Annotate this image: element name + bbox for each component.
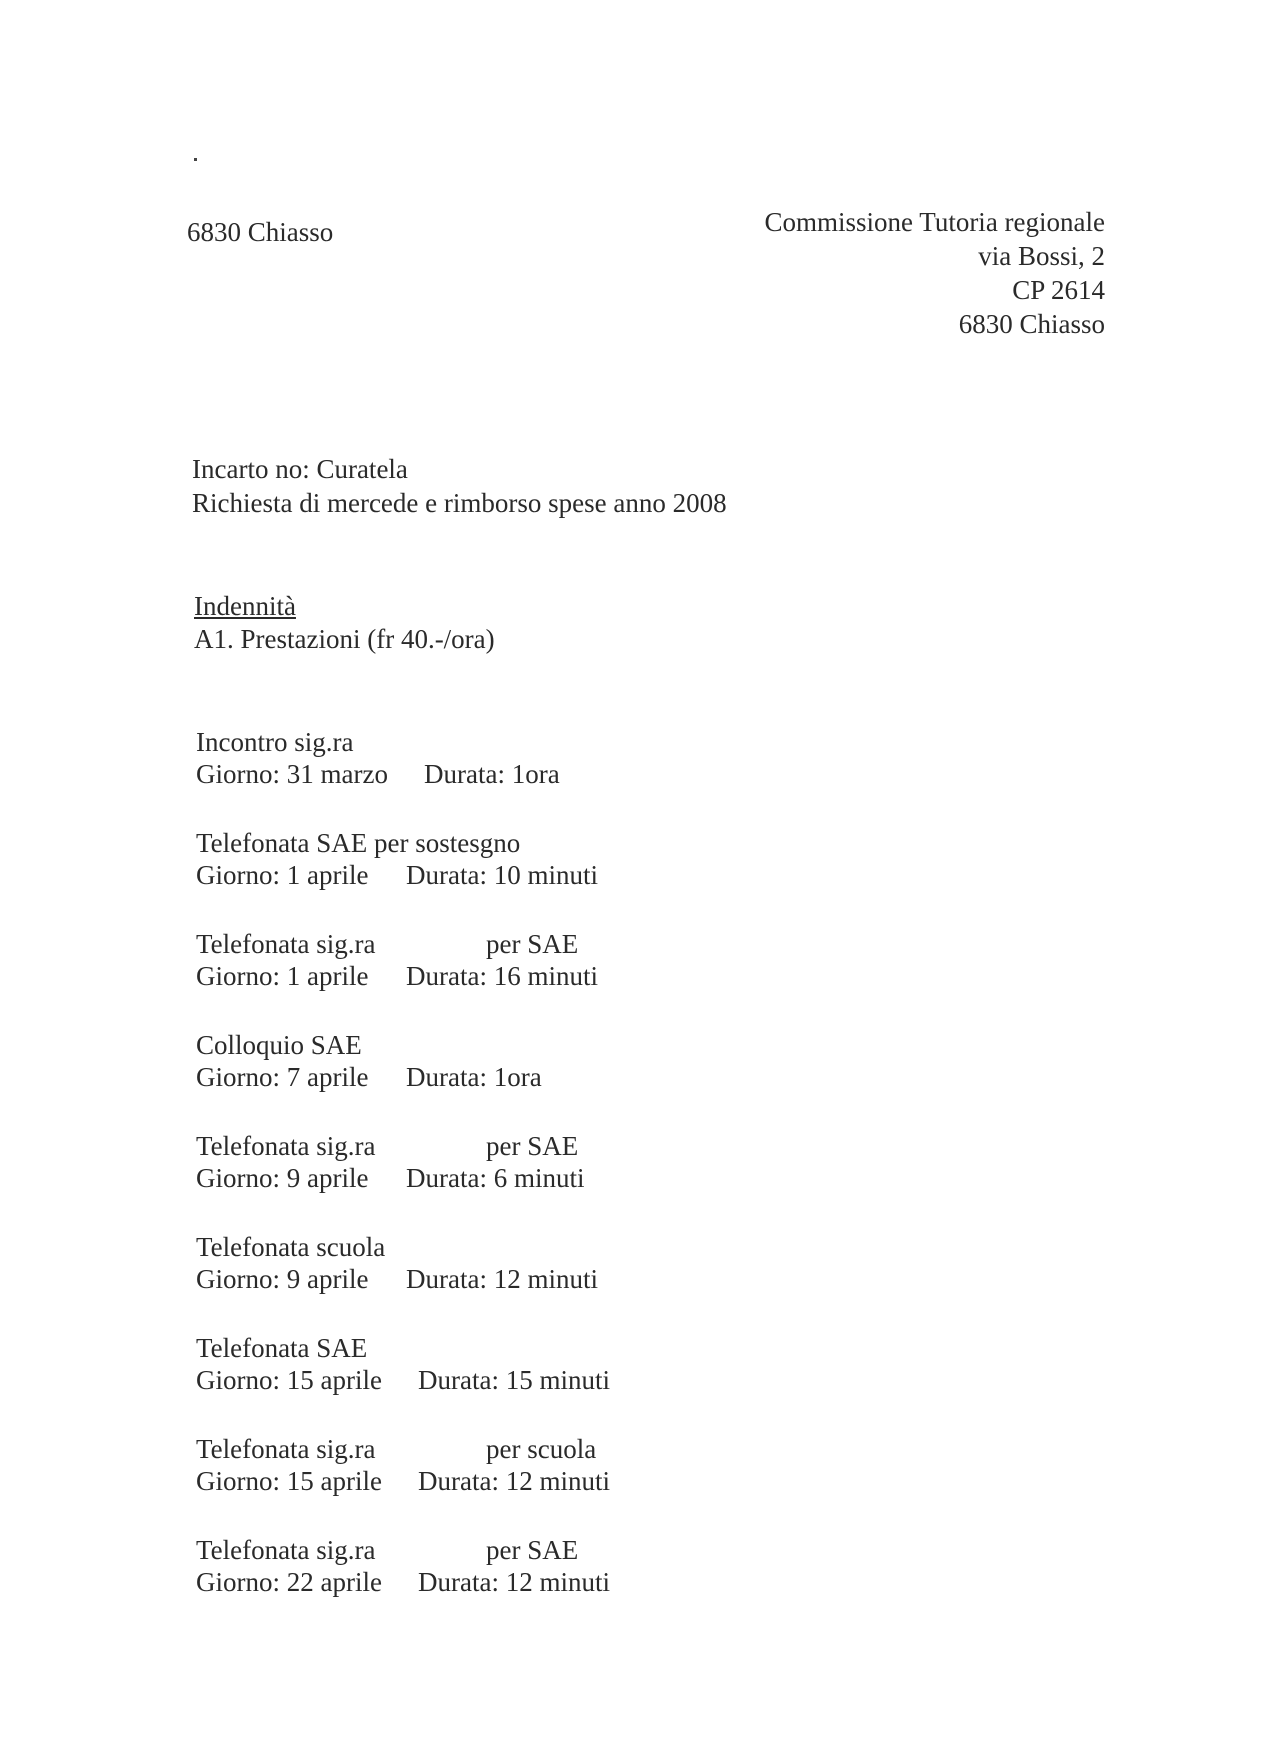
entry-duration: Durata: 16 minuti	[406, 961, 598, 991]
entry-duration: Durata: 1ora	[424, 759, 560, 789]
recipient-line: Commissione Tutoria regionale	[764, 207, 1105, 237]
entry-day: Giorno: 9 aprile	[196, 1264, 369, 1294]
recipient-line: via Bossi, 2	[978, 241, 1105, 271]
entry-title: Telefonata sig.ra	[196, 929, 376, 959]
sender-city: 6830 Chiasso	[187, 217, 334, 247]
entry-title-suffix: per SAE	[486, 929, 579, 959]
incarto-line: Incarto no: Curatela	[192, 454, 408, 484]
recipient-line: CP 2614	[1012, 275, 1105, 305]
entry-day: Giorno: 1 aprile	[196, 961, 369, 991]
entry-duration: Durata: 12 minuti	[418, 1466, 610, 1496]
entry-title: Colloquio SAE	[196, 1030, 362, 1060]
richiesta-line: Richiesta di mercede e rimborso spese anno 2008	[192, 488, 727, 518]
entry-title-suffix: per SAE	[486, 1535, 579, 1565]
scan-mark	[194, 158, 197, 161]
indennita-section	[194, 590, 495, 656]
entry-day: Giorno: 22 aprile	[196, 1567, 382, 1597]
entry-day: Giorno: 7 aprile	[196, 1062, 369, 1092]
section-subtitle: A1. Prestazioni (fr 40.-/ora)	[194, 624, 495, 654]
entry-day: Giorno: 15 aprile	[196, 1466, 382, 1496]
section-title: Indennità	[194, 591, 296, 621]
entry-title-suffix: per scuola	[486, 1434, 597, 1464]
entry-duration: Durata: 6 minuti	[406, 1163, 585, 1193]
entry-title: Telefonata SAE	[196, 1333, 368, 1363]
recipient-address	[765, 205, 1106, 341]
subject-block	[192, 452, 727, 520]
entry-title: Telefonata sig.ra	[196, 1434, 376, 1464]
entry-title: Telefonata SAE per sostesgno	[196, 828, 521, 858]
entry-title-suffix: per SAE	[486, 1131, 579, 1161]
entry-title: Telefonata sig.ra	[196, 1535, 376, 1565]
recipient-line: 6830 Chiasso	[958, 309, 1105, 339]
entry-day: Giorno: 15 aprile	[196, 1365, 382, 1395]
entry-duration: Durata: 15 minuti	[418, 1365, 610, 1395]
entry-duration: Durata: 1ora	[406, 1062, 542, 1092]
entry-title: Telefonata sig.ra	[196, 1131, 376, 1161]
entry-day: Giorno: 9 aprile	[196, 1163, 369, 1193]
entry-day: Giorno: 1 aprile	[196, 860, 369, 890]
entry-duration: Durata: 12 minuti	[406, 1264, 598, 1294]
entry-duration: Durata: 10 minuti	[406, 860, 598, 890]
entry-day: Giorno: 31 marzo	[196, 759, 388, 789]
entry-title: Telefonata scuola	[196, 1232, 386, 1262]
entry-duration: Durata: 12 minuti	[418, 1567, 610, 1597]
entry-title: Incontro sig.ra	[196, 727, 354, 757]
